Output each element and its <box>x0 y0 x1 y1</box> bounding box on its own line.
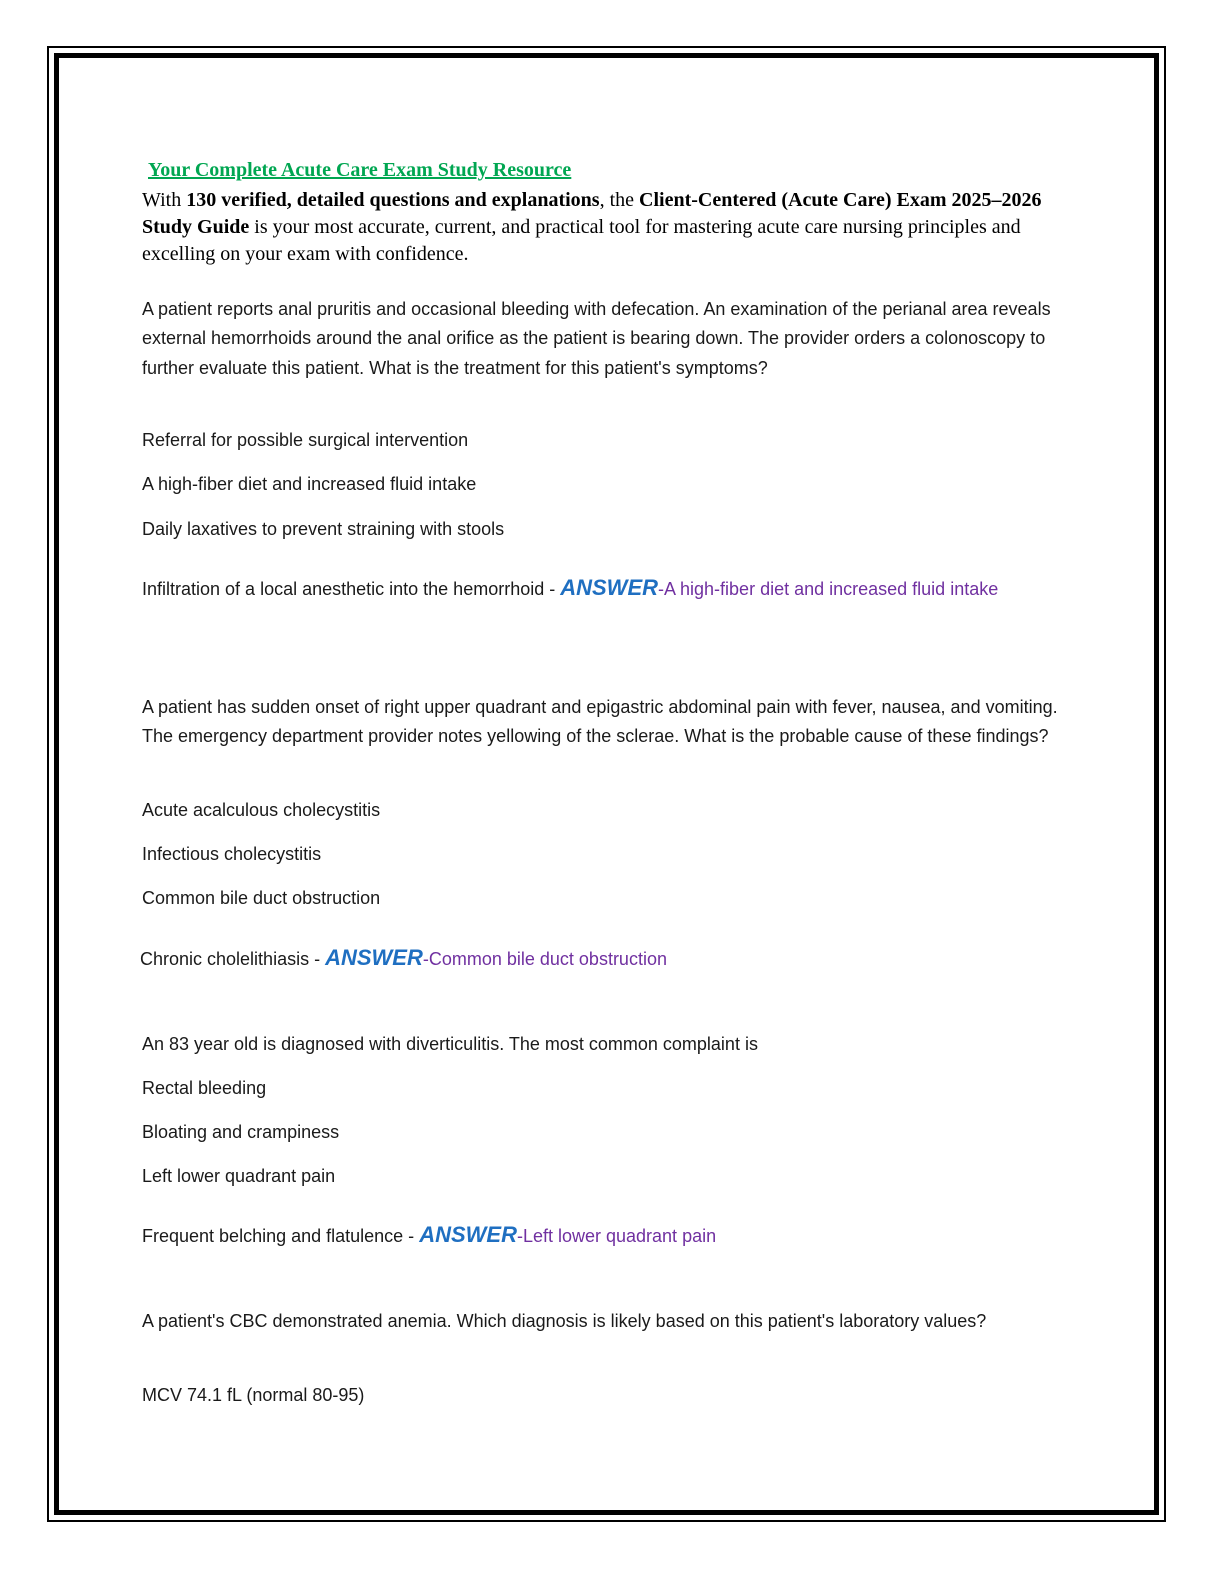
correct-answer: -Left lower quadrant pain <box>516 1226 717 1246</box>
answer-line <box>142 572 1067 605</box>
answer-line <box>142 1219 1067 1252</box>
answer-option: MCV 74.1 fL (normal 80-95) <box>142 1385 365 1405</box>
answer-option: Daily laxatives to prevent straining with stools <box>142 519 505 539</box>
correct-answer: -A high-fiber diet and increased fluid intake <box>658 579 999 599</box>
question-stem: A patient reports anal pruritis and occasional bleeding with defecation. An examination of the perianal area reveals external hemorrhoids around the anal orifice as the patient is bearing down. The provider orders a colonoscopy to further evaluate this patient. What is the treatment for this patient's symptoms? <box>142 299 1051 378</box>
intro-text-3: is your most accurate, current, and practical tool for mastering acute care nursing principles and excelling on your exam with confidence. <box>142 216 1021 265</box>
question-stem: An 83 year old is diagnosed with diverticulitis. The most common complaint is <box>142 1034 758 1054</box>
page-border-inner <box>54 53 1159 1515</box>
answer-option: Infiltration of a local anesthetic into the hemorrhoid - <box>142 579 561 599</box>
answer-option: Acute acalculous cholecystitis <box>142 800 381 820</box>
answer-label: ANSWER <box>325 945 423 970</box>
correct-answer: -Common bile duct obstruction <box>422 949 667 969</box>
answer-option: A high-fiber diet and increased fluid intake <box>142 474 477 494</box>
answer-option: Frequent belching and flatulence - <box>142 1226 420 1246</box>
intro-bold-1: 130 verified, detailed questions and explanations <box>186 189 600 211</box>
document-heading: Your Complete Acute Care Exam Study Resource <box>148 159 572 181</box>
intro-bold-2: Client-Centered (Acute Care) Exam 2025–2026 Study Guide <box>142 189 1042 238</box>
answer-option: Left lower quadrant pain <box>142 1166 336 1186</box>
question-stem: A patient's CBC demonstrated anemia. Which diagnosis is likely based on this patient's laboratory values? <box>142 1311 987 1331</box>
intro-text-2: , the <box>599 189 640 211</box>
answer-option: Chronic cholelithiasis - <box>140 949 326 969</box>
intro-text-1: With <box>142 189 187 211</box>
answer-option: Bloating and crampiness <box>142 1122 340 1142</box>
intro-paragraph <box>142 187 1062 268</box>
answer-line <box>140 942 1065 975</box>
answer-option: Referral for possible surgical intervention <box>142 430 469 450</box>
answer-option: Common bile duct obstruction <box>142 888 381 908</box>
answer-label: ANSWER <box>560 575 659 600</box>
answer-label: ANSWER <box>419 1222 517 1247</box>
question-stem: A patient has sudden onset of right upper quadrant and epigastric abdominal pain with fever, nausea, and vomiting. The emergency department provider notes yellowing of the sclerae. What is the probable cause of these findings? <box>142 697 1058 747</box>
answer-option: Rectal bleeding <box>142 1078 267 1098</box>
answer-option: Infectious cholecystitis <box>142 844 322 864</box>
